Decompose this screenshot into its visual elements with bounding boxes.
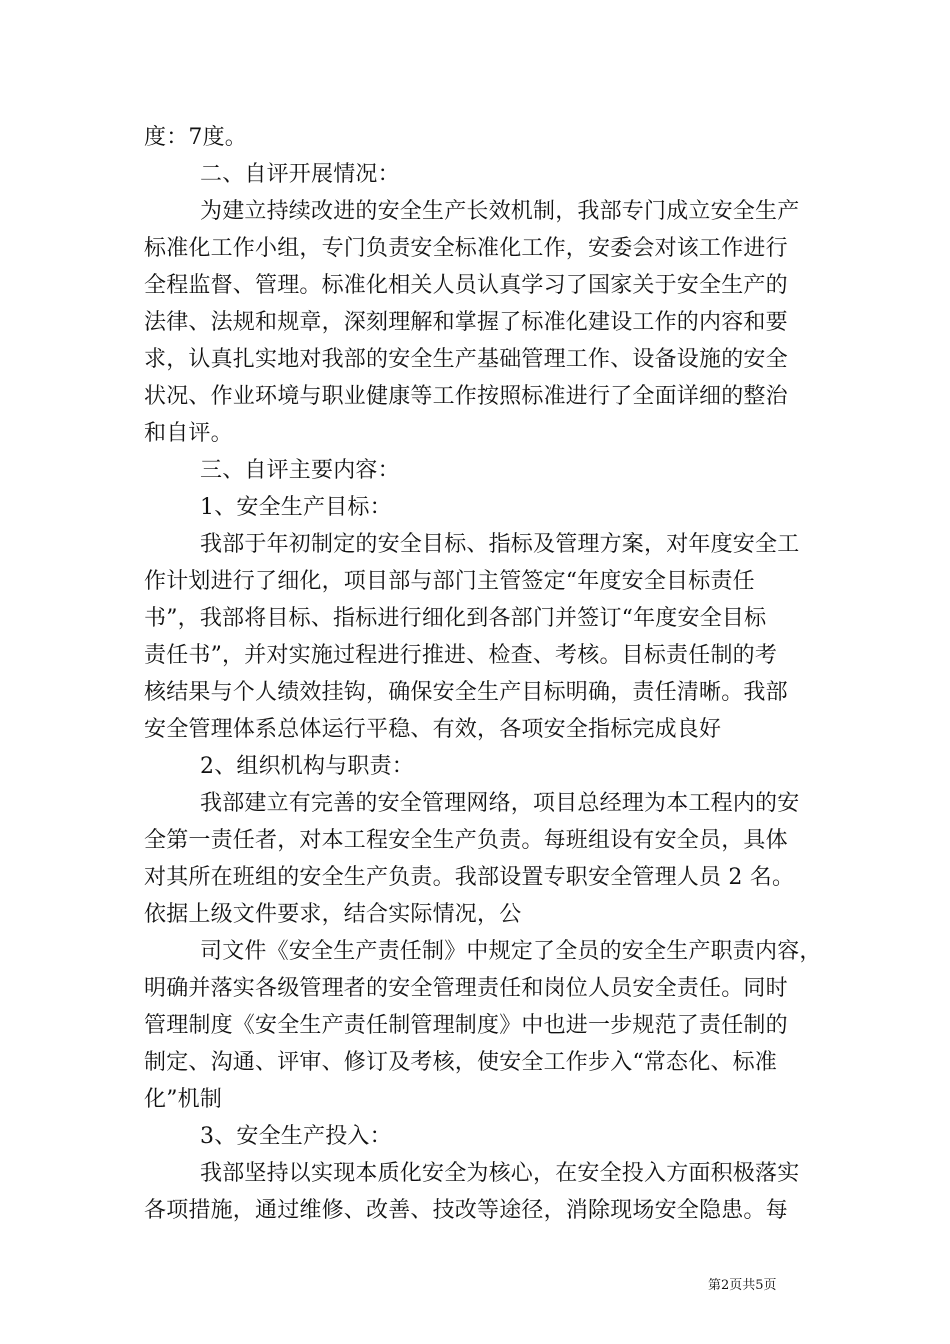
text-line: 安全管理体系总体运行平稳、有效，各项安全指标完成良好 (144, 717, 722, 742)
text-line: 状况、作业环境与职业健康等工作按照标准进行了全面详细的整治 (144, 384, 788, 409)
text-line: 度：7度。 (144, 125, 247, 150)
text-line: 我部于年初制定的安全目标、指标及管理方案，对年度安全工 (200, 532, 800, 557)
text-line: 全程监督、管理。标准化相关人员认真学习了国家关于安全生产的 (144, 273, 788, 298)
text-line: 各项措施，通过维修、改善、技改等途径，消除现场安全隐患。每 (144, 1198, 788, 1223)
text-line: 和自评。 (144, 421, 233, 446)
section-heading: 二、自评开展情况： (200, 162, 400, 187)
subsection-heading: 3、安全生产投入： (200, 1124, 392, 1149)
text-line: 标准化工作小组，专门负责安全标准化工作，安委会对该工作进行 (144, 236, 788, 261)
text-line: 化”机制 (144, 1087, 223, 1112)
page-number: 第2页共5页 (708, 1278, 777, 1293)
text-line: 管理制度《安全生产责任制管理制度》中也进一步规范了责任制的 (144, 1013, 788, 1038)
text-line: 核结果与个人绩效挂钩，确保安全生产目标明确，责任清晰。我部 (144, 680, 788, 705)
text-line: 为建立持续改进的安全生产长效机制，我部专门成立安全生产 (200, 199, 800, 224)
text-line: 书”，我部将目标、指标进行细化到各部门并签订“年度安全目标 (144, 606, 767, 631)
text-line: 司文件《安全生产责任制》中规定了全员的安全生产职责内容， (200, 939, 822, 964)
text-line: 法律、法规和规章，深刻理解和掌握了标准化建设工作的内容和要 (144, 310, 788, 335)
text-line: 作计划进行了细化，项目部与部门主管签定“年度安全目标责任 (144, 569, 755, 594)
text-line: 依据上级文件要求，结合实际情况，公 (144, 902, 522, 927)
text-line: 全第一责任者，对本工程安全生产负责。每班组设有安全员，具体 (144, 828, 788, 853)
text-line: 责任书”，并对实施过程进行推进、检查、考核。目标责任制的考 (144, 643, 778, 668)
subsection-heading: 2、组织机构与职责： (200, 754, 414, 779)
text-line: 我部建立有完善的安全管理网络，项目总经理为本工程内的安 (200, 791, 800, 816)
text-line: 明确并落实各级管理者的安全管理责任和岗位人员安全责任。同时 (144, 976, 788, 1001)
text-line: 求，认真扎实地对我部的安全生产基础管理工作、设备设施的安全 (144, 347, 788, 372)
text-line: 我部坚持以实现本质化安全为核心，在安全投入方面积极落实 (200, 1161, 800, 1186)
text-line: 对其所在班组的安全生产负责。我部设置专职安全管理人员 2 名。 (144, 865, 795, 890)
section-heading: 三、自评主要内容： (200, 458, 400, 483)
subsection-heading: 1、安全生产目标： (200, 495, 392, 520)
text-line: 制定、沟通、评审、修订及考核，使安全工作步入“常态化、标准 (144, 1050, 778, 1075)
